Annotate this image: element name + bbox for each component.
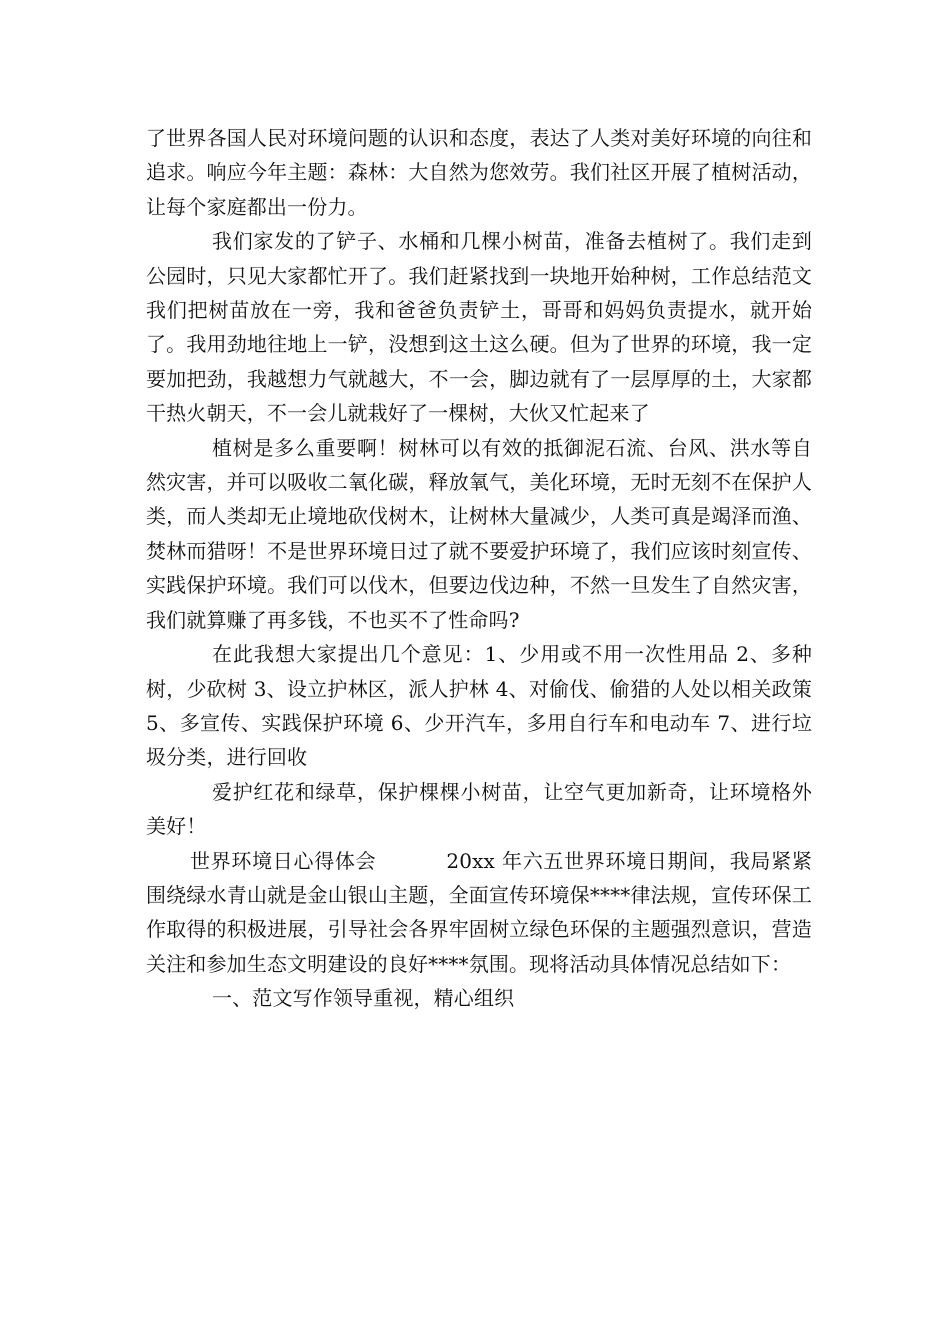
section-body: 20xx 年六五世界环境日期间，我局紧紧围绕绿水青山就是金山银山主题，全面宣传环境保****律法规，宣传环保工作取得的积极进展，引导社会各界牢固树立绿色环保的主题强烈意识，营造关注和参加生态文明建设的良好****氛围。现将活动具体情况总结如下： [146, 848, 812, 976]
paragraph-suggestions: 在此我想大家提出几个意见：1、少用或不用一次性用品 2、多种树，少砍树 3、设立护林区，派人护林 4、对偷伐、偷猎的人处以相关政策 5、多宣传、实践保护环境 6、少开汽车，多用自行车和电动车 7、进行垃圾分类，进行回收 [146, 642, 812, 770]
section-heading: 一、范文写作领导重视，精心组织 [212, 986, 515, 1011]
paragraph-intro: 了世界各国人民对环境问题的认识和态度，表达了人类对美好环境的向往和追求。响应今年主题：森林：大自然为您效劳。我们社区开展了植树活动，让每个家庭都出一份力。 [146, 126, 812, 219]
paragraph-planting: 我们家发的了铲子、水桶和几棵小树苗，准备去植树了。我们走到公园时，只见大家都忙开了。我们赶紧找到一块地开始种树，工作总结范文我们把树苗放在一旁，我和爸爸负责铲土，哥哥和妈妈负责提水，就开始了。我用劲地往地上一铲，没想到这土这么硬。但为了世界的环境，我一定要加把劲，我越想力气就越大，不一会，脚边就有了一层厚厚的土，大家都干热火朝天，不一会儿就栽好了一棵树，大伙又忙起来了 [146, 229, 812, 426]
document-body [146, 121, 812, 1016]
section-title: 世界环境日心得体会 [190, 848, 377, 873]
paragraph-importance: 植树是多么重要啊！树林可以有效的抵御泥石流、台风、洪水等自然灾害，并可以吸收二氧化碳，释放氧气，美化环境，无时无刻不在保护人类，而人类却无止境地砍伐树木，让树林大量减少，人类可真是竭泽而渔、焚林而猎呀！不是世界环境日过了就不要爱护环境了，我们应该时刻宣传、实践保护环境。我们可以伐木，但要边伐边种，不然一旦发生了自然灾害，我们就算赚了再多钱，不也买不了性命吗? [146, 435, 812, 632]
paragraph-closing: 爱护红花和绿草，保护棵棵小树苗，让空气更加新奇，让环境格外美好！ [146, 779, 812, 839]
paragraph-section [146, 844, 812, 982]
